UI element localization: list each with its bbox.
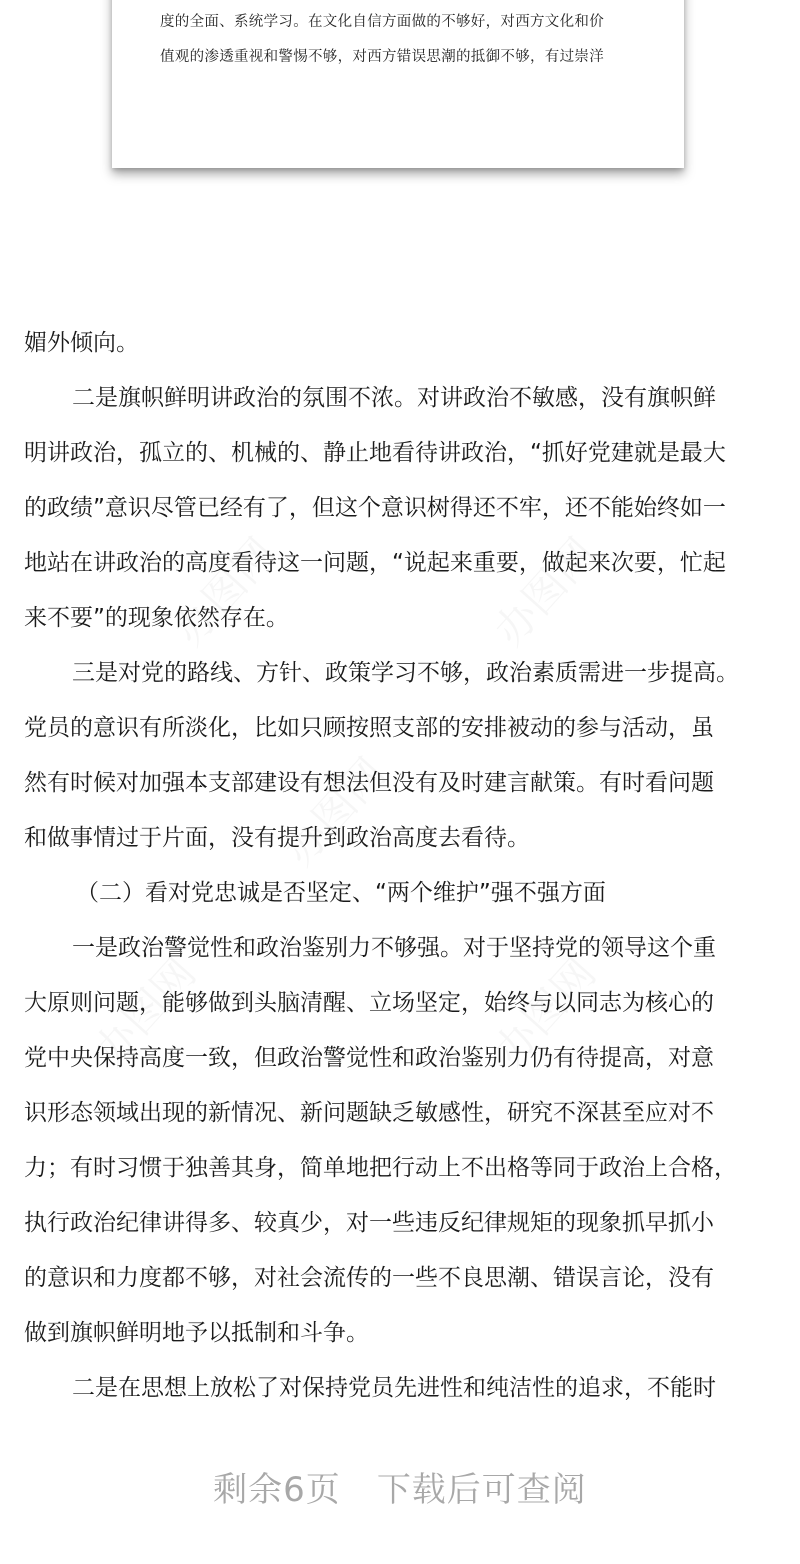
paragraph-line: 党员的意识有所淡化，比如只顾按照支部的安排被动的参与活动，虽 <box>24 715 714 741</box>
paragraph-line: 做到旗帜鲜明地予以抵制和斗争。 <box>24 1320 369 1346</box>
paragraph-line: 来不要”的现象依然存在。 <box>24 605 289 631</box>
section-heading: （二）看对党忠诚是否坚定、“两个维护”强不强方面 <box>76 880 606 906</box>
paragraph-line: 的意识和力度都不够，对社会流传的一些不良思潮、错误言论，没有 <box>24 1265 714 1291</box>
paragraph-line: 执行政治纪律讲得多、较真少，对一些违反纪律规矩的现象抓早抓小 <box>24 1210 714 1236</box>
paragraph-line: 大原则问题，能够做到头脑清醒、立场坚定，始终与以同志为核心的 <box>24 990 714 1016</box>
watermark <box>479 523 608 657</box>
watermark <box>269 743 398 877</box>
paragraph-line: 地站在讲政治的高度看待这一问题，“说起来重要，做起来次要，忙起 <box>24 550 726 576</box>
paragraph-line: 识形态领域出现的新情况、新问题缺乏敏感性，研究不深甚至应对不 <box>24 1100 714 1126</box>
paragraph-line: 和做事情过于片面，没有提升到政治高度去看待。 <box>24 825 530 851</box>
paragraph-line: 二是在思想上放松了对保持党员先进性和纯洁性的追求，不能时 <box>72 1375 716 1401</box>
remaining-pages-label: 剩余6页 <box>213 1470 341 1510</box>
watermark <box>159 523 288 657</box>
preview-text-line: 度的全面、系统学习。在文化自信方面做的不够好，对西方文化和价 <box>160 14 604 30</box>
document-page-preview <box>112 0 684 168</box>
download-hint-label: 下载后可查阅 <box>376 1470 587 1510</box>
paragraph-line: 然有时候对加强本支部建设有想法但没有及时建言献策。有时看问题 <box>24 770 714 796</box>
preview-text-line: 值观的渗透重视和警惕不够，对西方错误思潮的抵御不够，有过崇洋 <box>160 49 604 65</box>
paragraph-line: 党中央保持高度一致，但政治警觉性和政治鉴别力仍有待提高，对意 <box>24 1045 714 1071</box>
paragraph-line: 一是政治警觉性和政治鉴别力不够强。对于坚持党的领导这个重 <box>72 935 716 961</box>
paragraph-line: 二是旗帜鲜明讲政治的氛围不浓。对讲政治不敏感，没有旗帜鲜 <box>72 385 716 411</box>
download-prompt[interactable] <box>0 1462 800 1511</box>
paragraph-line: 明讲政治，孤立的、机械的、静止地看待讲政治，“抓好党建就是最大 <box>24 440 726 466</box>
paragraph-line: 力；有时习惯于独善其身，简单地把行动上不出格等同于政治上合格， <box>24 1155 737 1181</box>
paragraph-line: 三是对党的路线、方针、政策学习不够，政治素质需进一步提高。 <box>72 660 739 686</box>
paragraph-line: 媚外倾向。 <box>24 330 139 356</box>
paragraph-line: 的政绩”意识尽管已经有了，但这个意识树得还不牢，还不能始终如一 <box>24 495 726 521</box>
